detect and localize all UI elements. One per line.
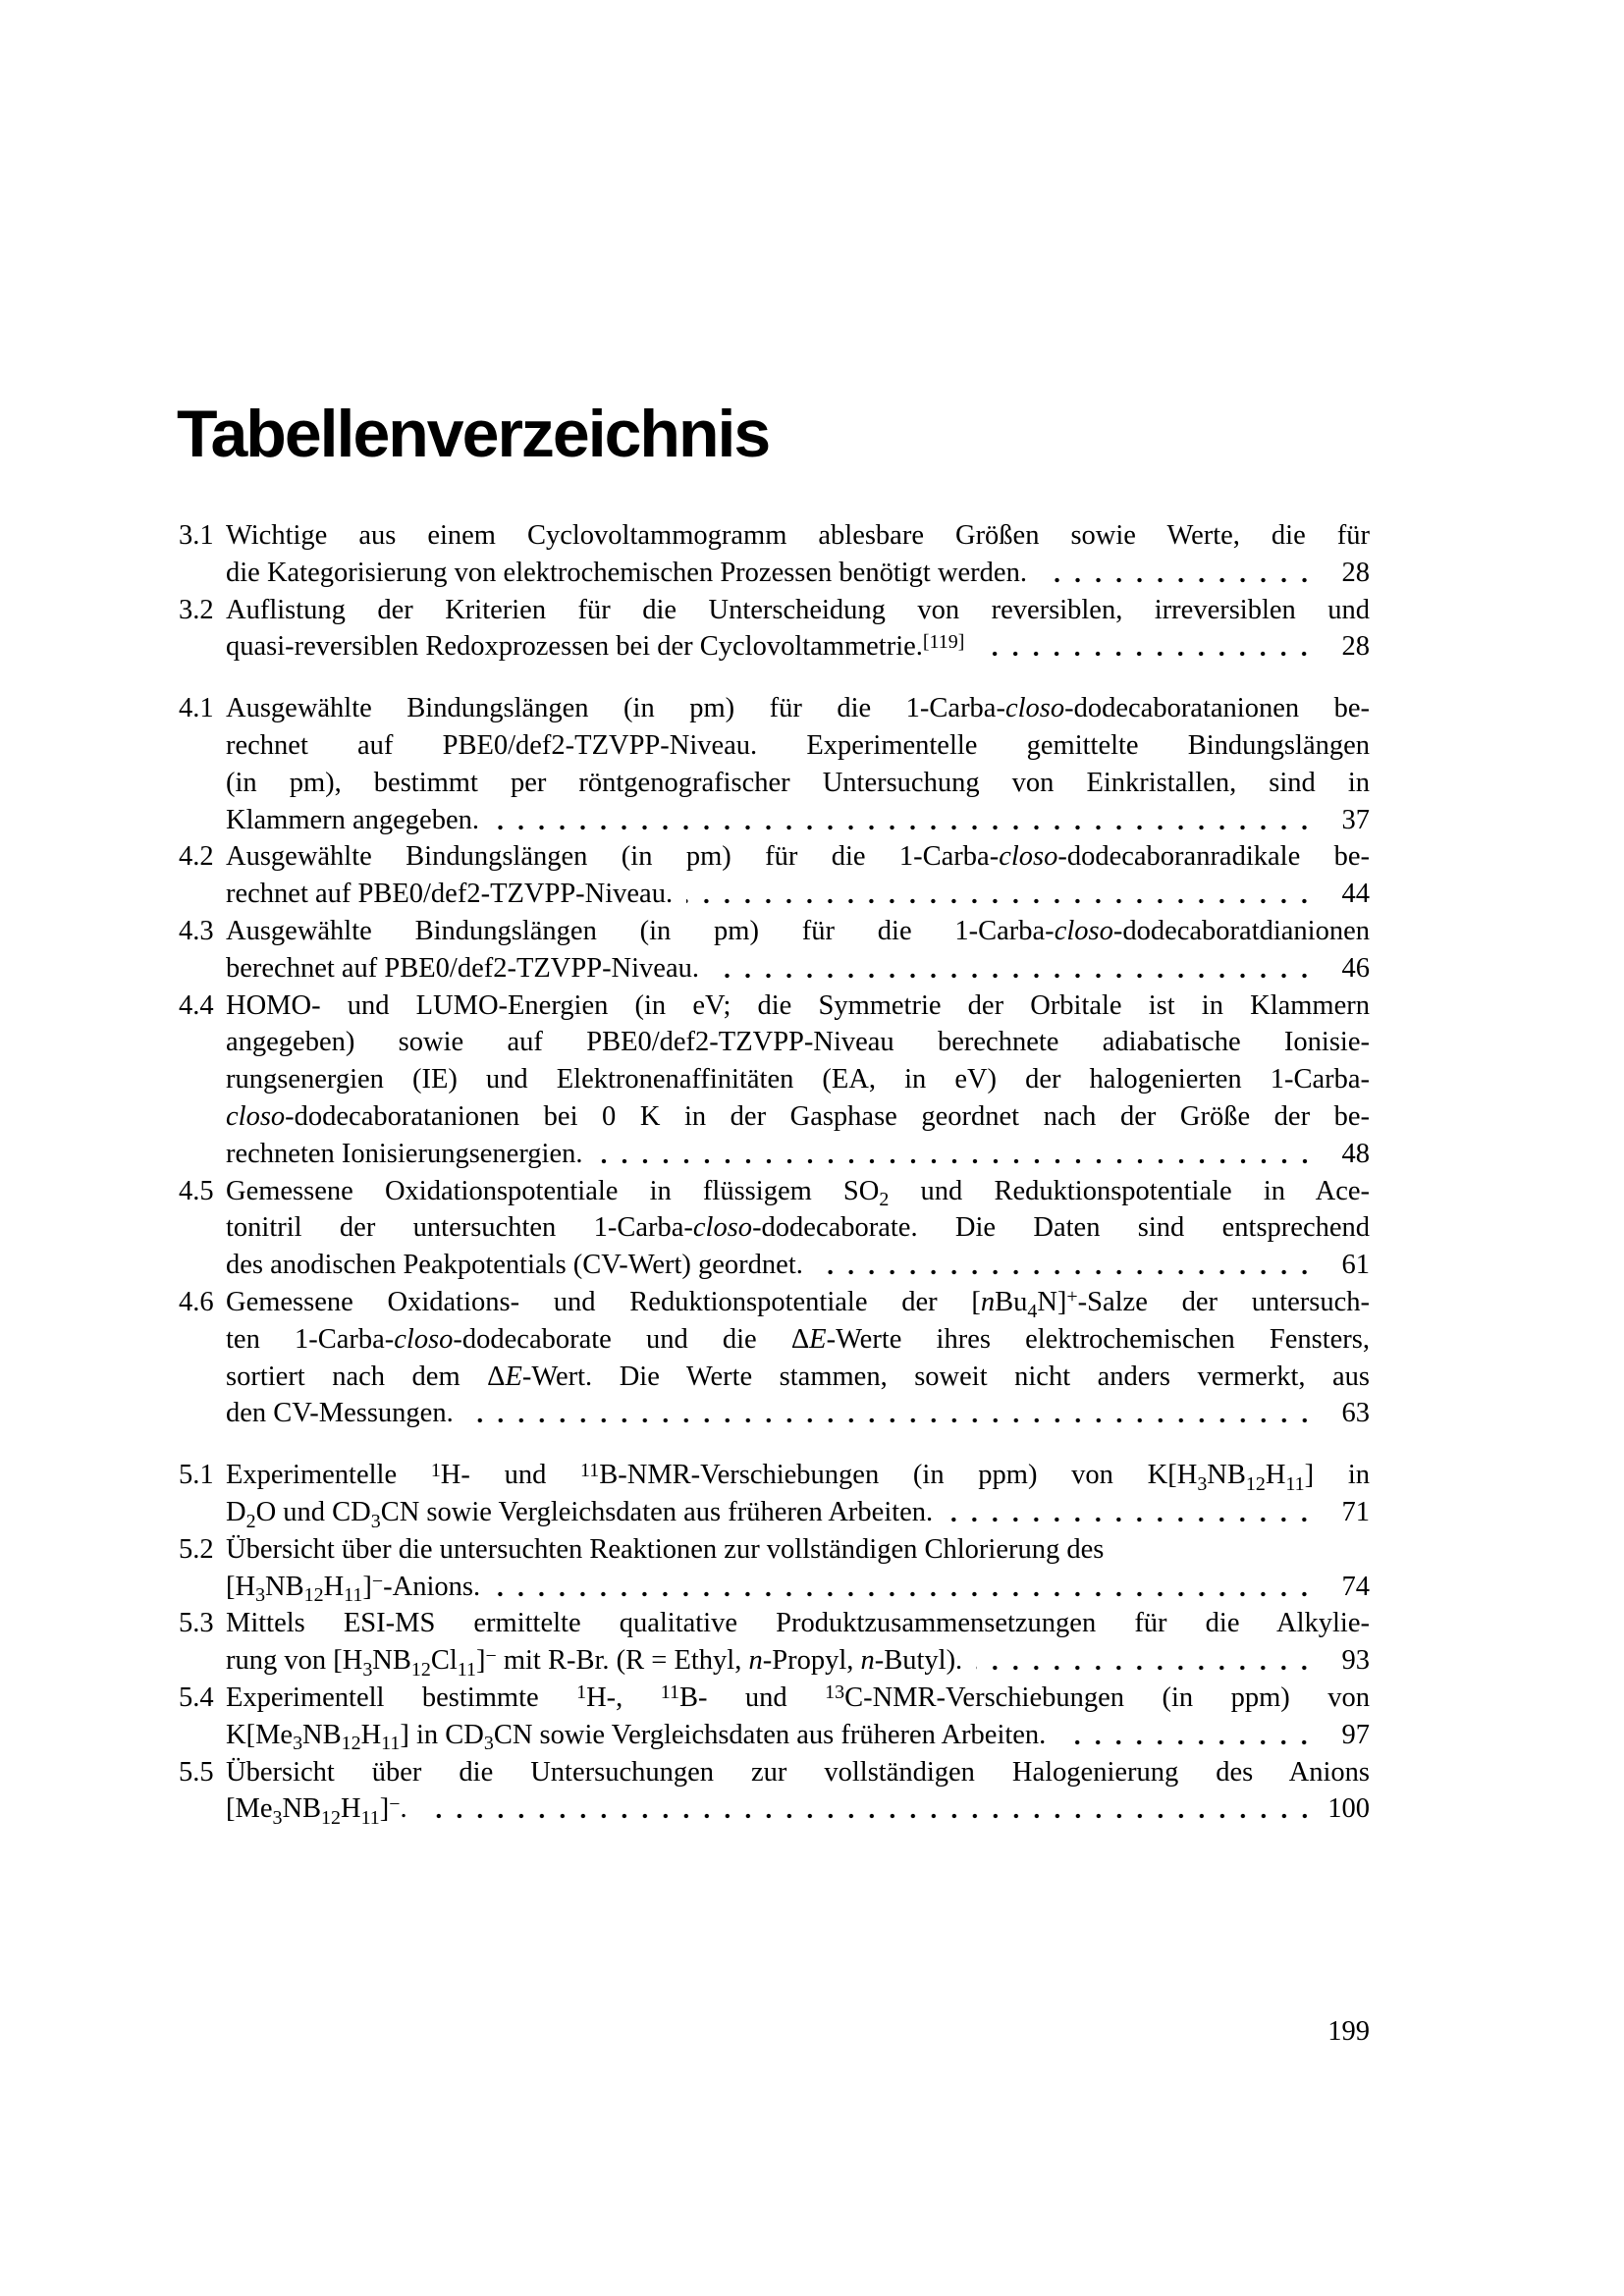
toc-entry-text	[226, 1754, 1370, 1829]
toc-line-text	[226, 1682, 1370, 1713]
text-segment: den CV-Messungen.	[226, 1398, 454, 1429]
text-segment: -dodecaboranradikale be-	[1057, 841, 1370, 873]
toc-line-text	[226, 520, 1370, 551]
text-segment: ]	[379, 1793, 390, 1825]
text-segment: n	[748, 1645, 763, 1677]
text-segment: des anodischen Peakpotentials (CV-Wert) geordnet.	[226, 1250, 803, 1281]
toc-entry-text	[226, 1680, 1370, 1754]
toc-line	[226, 1024, 1370, 1061]
toc-entry-text	[226, 1173, 1370, 1284]
toc-group	[179, 690, 1370, 1432]
toc-line	[226, 838, 1370, 876]
toc-line-text	[226, 555, 1027, 592]
text-segment: NB	[302, 1719, 342, 1750]
text-segment: 11	[1285, 1472, 1305, 1494]
dot-leader	[978, 628, 1315, 666]
text-segment: Mittels ESI-MS ermittelte qualitative Produktzusammensetzungen für die Alkylie-	[226, 1608, 1370, 1639]
text-segment: Klammern angegeben.	[226, 804, 479, 835]
dot-leader	[467, 1395, 1315, 1432]
dot-leader	[713, 950, 1315, 988]
dot-leader	[686, 876, 1315, 913]
toc-entry-number: 4.4	[179, 989, 214, 1021]
text-segment: K[Me	[226, 1719, 294, 1750]
text-segment: 3	[255, 1584, 266, 1606]
text-segment: rechnet auf PBE0/def2-TZVPP-Niveau.	[226, 879, 674, 910]
toc-line	[226, 517, 1370, 555]
toc-entry-text	[226, 1284, 1370, 1432]
text-segment: 13	[825, 1682, 845, 1704]
toc-entry-page: 71	[1341, 1496, 1370, 1527]
text-segment: .	[400, 1793, 407, 1825]
toc-line	[226, 1209, 1370, 1247]
toc-entry	[179, 913, 1370, 988]
text-segment: closo	[226, 1100, 286, 1132]
toc-entry-number: 4.5	[179, 1175, 214, 1206]
toc-entry-page: 28	[1341, 631, 1370, 663]
toc-entry	[179, 838, 1370, 913]
toc-line	[226, 1395, 1370, 1432]
toc-line-text	[226, 1324, 1370, 1355]
toc-entry-page: 37	[1341, 804, 1370, 835]
text-segment: -Wert. Die Werte stammen, soweit nicht anders vermerkt, aus	[521, 1361, 1370, 1392]
toc-line-text	[226, 1064, 1370, 1095]
text-segment: ] in CD	[400, 1719, 484, 1750]
toc-line	[226, 1061, 1370, 1098]
toc-entry-page: 100	[1327, 1793, 1370, 1825]
text-segment: 12	[303, 1584, 324, 1606]
text-segment: 11	[580, 1459, 600, 1481]
toc-line	[226, 628, 1370, 666]
toc-entry-text	[226, 838, 1370, 913]
toc-entry	[179, 1754, 1370, 1829]
toc-line	[226, 1136, 1370, 1173]
text-segment: Cl	[430, 1645, 458, 1677]
dot-leader	[597, 1136, 1315, 1173]
toc-entry-page: 63	[1341, 1398, 1370, 1429]
text-segment: -dodecaborate. Die Daten sind entsprechend	[752, 1212, 1370, 1244]
text-segment: rechnet auf PBE0/def2-TZVPP-Niveau. Experimentelle gemittelte Bindungslängen	[226, 729, 1370, 761]
text-segment: sortiert nach dem Δ	[226, 1361, 506, 1392]
text-segment: ten 1-Carba-	[226, 1323, 395, 1355]
text-segment: (in pm), bestimmt per röntgenografischer Untersuchung von Einkristallen, sind in	[226, 767, 1370, 798]
toc-line	[226, 1457, 1370, 1494]
toc-line	[226, 1605, 1370, 1642]
text-segment: O und CD	[255, 1496, 371, 1527]
text-segment: Ausgewählte Bindungslängen (in pm) für die 1-Carba-	[226, 693, 1005, 724]
text-segment: 1	[576, 1682, 587, 1704]
text-segment: Übersicht über die Untersuchungen zur vollständigen Halogenierung des Anions	[226, 1756, 1370, 1788]
toc-entry	[179, 1531, 1370, 1606]
toc-line	[226, 765, 1370, 802]
text-segment: tonitril der untersuchten 1-Carba-	[226, 1212, 693, 1244]
toc-entry-number: 5.1	[179, 1460, 214, 1491]
toc-line-text	[226, 1101, 1370, 1132]
toc-line-text	[226, 1642, 962, 1680]
dot-leader	[817, 1247, 1315, 1284]
toc-entry	[179, 1457, 1370, 1531]
toc-entry	[179, 592, 1370, 667]
text-segment: -Werte ihres elektrochemischen Fensters,	[826, 1323, 1370, 1355]
text-segment: E	[505, 1361, 522, 1392]
toc-line-text	[226, 916, 1370, 946]
text-segment: berechnet auf PBE0/def2-TZVPP-Niveau.	[226, 952, 699, 984]
text-segment: 1	[430, 1459, 441, 1481]
toc-line	[226, 913, 1370, 950]
text-segment: H	[323, 1571, 345, 1602]
toc-entry-number: 3.1	[179, 520, 214, 551]
dot-leader	[947, 1494, 1315, 1531]
text-segment: 11	[660, 1682, 679, 1704]
toc-entry	[179, 1173, 1370, 1284]
toc-entry-text	[226, 913, 1370, 988]
text-segment: ]	[475, 1645, 486, 1677]
text-segment: 2	[879, 1189, 890, 1210]
toc-line-text	[226, 950, 699, 988]
dot-leader	[494, 1569, 1315, 1606]
text-segment: 3	[362, 1658, 373, 1680]
toc-entry-page: 74	[1341, 1571, 1370, 1602]
text-segment: n	[860, 1645, 875, 1677]
text-segment: -Salze der untersuch-	[1077, 1286, 1370, 1317]
toc-group	[179, 1457, 1370, 1828]
toc-entry-number: 4.2	[179, 841, 214, 873]
text-segment: 11	[344, 1584, 363, 1606]
text-segment: 12	[410, 1658, 431, 1680]
toc-entry-text	[226, 690, 1370, 838]
text-segment: 12	[321, 1806, 341, 1829]
toc-line-text	[226, 693, 1370, 723]
text-segment: C-NMR-Verschiebungen (in ppm) von	[844, 1682, 1370, 1713]
toc-line	[226, 1359, 1370, 1396]
toc-line	[226, 555, 1370, 592]
text-segment: -dodecaboratanionen be-	[1064, 693, 1370, 724]
text-segment: B-NMR-Verschiebungen (in ppm) von K[H	[599, 1460, 1198, 1491]
text-segment: 3	[293, 1733, 303, 1754]
text-segment: angegeben) sowie auf PBE0/def2-TZVPP-Niveau berechnete adiabatische Ionisie-	[226, 1027, 1370, 1058]
toc-entry-number: 4.1	[179, 693, 214, 724]
toc-entry	[179, 517, 1370, 592]
text-segment: closo	[394, 1323, 454, 1355]
text-segment: −	[389, 1792, 401, 1815]
text-segment: CN sowie Vergleichsdaten aus früheren Arbeiten.	[380, 1496, 934, 1527]
toc-line	[226, 592, 1370, 629]
toc-line	[226, 727, 1370, 765]
dot-leader	[1041, 555, 1315, 592]
toc-entry-text	[226, 1457, 1370, 1531]
toc-line-text	[226, 1027, 1370, 1057]
toc-entry	[179, 1605, 1370, 1680]
toc-line-text	[226, 768, 1370, 798]
page-title: Tabellenverzeichnis	[177, 396, 770, 471]
toc-line-text	[226, 1494, 933, 1531]
text-segment: Experimentelle	[226, 1460, 431, 1491]
toc-line-text	[226, 628, 964, 666]
text-segment: −	[485, 1644, 497, 1667]
text-segment: 3	[272, 1806, 283, 1829]
text-segment: E	[809, 1323, 827, 1355]
toc-line	[226, 1569, 1370, 1606]
toc-line	[226, 1680, 1370, 1717]
text-segment: -Anions.	[383, 1571, 481, 1602]
text-segment: H	[360, 1719, 382, 1750]
toc-line	[226, 1098, 1370, 1136]
toc-list	[179, 517, 1370, 1828]
text-segment: H	[340, 1793, 361, 1825]
toc-line-text	[226, 1362, 1370, 1392]
toc-entry-page: 97	[1341, 1719, 1370, 1750]
text-segment: Gemessene Oxidations- und Reduktionspotentiale der [	[226, 1286, 981, 1317]
text-segment: rung von [H	[226, 1645, 363, 1677]
toc-line-text	[226, 1608, 1370, 1638]
text-segment: H-,	[586, 1682, 661, 1713]
text-segment: H- und	[440, 1460, 581, 1491]
toc-entry-page: 44	[1341, 879, 1370, 910]
text-segment: 11	[360, 1806, 380, 1829]
toc-line-text	[226, 1459, 1370, 1494]
page-number: 199	[1327, 2016, 1370, 2047]
toc-line-text	[226, 1212, 1370, 1243]
toc-group	[179, 517, 1370, 666]
text-segment: die Kategorisierung von elektrochemischen Prozessen benötigt werden.	[226, 557, 1027, 588]
text-segment: quasi-reversiblen Redoxprozessen bei der Cyclovoltammetrie.	[226, 631, 923, 663]
toc-line-text	[226, 595, 1370, 625]
toc-line-text	[226, 841, 1370, 872]
text-segment: Auflistung der Kriterien für die Unterscheidung von reversiblen, irreversiblen und	[226, 594, 1370, 625]
toc-entry	[179, 1284, 1370, 1432]
toc-line	[226, 1790, 1370, 1828]
text-segment: 2	[245, 1510, 256, 1531]
text-segment: [H	[226, 1571, 256, 1602]
text-segment: 4	[1027, 1300, 1038, 1321]
text-segment: rungsenergien (IE) und Elektronenaffinitäten (EA, in eV) der halogenierten 1-Carba-	[226, 1064, 1370, 1095]
text-segment: CN sowie Vergleichsdaten aus früheren Arbeiten.	[493, 1719, 1047, 1750]
text-segment: NB	[282, 1793, 322, 1825]
toc-line-text	[226, 730, 1370, 761]
dot-leader	[1059, 1717, 1315, 1754]
text-segment: HOMO- und LUMO-Energien (in eV; die Symmetrie der Orbitale ist in Klammern	[226, 989, 1370, 1021]
toc-line	[226, 690, 1370, 727]
toc-line-text	[226, 990, 1370, 1021]
text-segment: NB	[1207, 1460, 1246, 1491]
text-segment: Gemessene Oxidationspotentiale in flüssigem SO	[226, 1175, 880, 1206]
toc-line-text	[226, 1757, 1370, 1788]
text-segment: 11	[381, 1733, 401, 1754]
text-segment: n	[980, 1286, 996, 1317]
text-segment: closo	[1004, 693, 1065, 724]
toc-line	[226, 988, 1370, 1025]
dot-leader	[421, 1790, 1315, 1828]
text-segment: -Butyl).	[874, 1645, 963, 1677]
toc-line	[226, 1642, 1370, 1680]
text-segment: -Propyl,	[762, 1645, 861, 1677]
text-segment: 3	[1197, 1472, 1208, 1494]
text-segment: H	[1265, 1460, 1286, 1491]
toc-line-text	[226, 876, 673, 913]
toc-entry	[179, 1680, 1370, 1754]
toc-line	[226, 1247, 1370, 1284]
text-segment: closo	[1054, 915, 1113, 946]
toc-entry-page: 61	[1341, 1250, 1370, 1281]
toc-line	[226, 1494, 1370, 1531]
text-segment: und Reduktionspotentiale in Ace-	[889, 1175, 1370, 1206]
toc-line	[226, 1284, 1370, 1321]
toc-line-text	[226, 1136, 583, 1173]
text-segment: NB	[265, 1571, 304, 1602]
toc-entry-number: 5.3	[179, 1608, 214, 1639]
toc-line	[226, 1717, 1370, 1754]
text-segment: ] in	[1304, 1460, 1370, 1491]
toc-line-text	[226, 1286, 1370, 1321]
dot-leader	[976, 1642, 1315, 1680]
toc-line-text	[226, 1534, 1104, 1565]
text-segment: 12	[341, 1733, 361, 1754]
text-segment: -dodecaboratanionen bei 0 K in der Gasphase geordnet nach der Größe der be-	[285, 1100, 1370, 1132]
toc-entry-text	[226, 988, 1370, 1173]
text-segment: 3	[483, 1733, 494, 1754]
toc-line-text	[226, 1717, 1046, 1754]
toc-entry-page: 48	[1341, 1138, 1370, 1169]
toc-line	[226, 1531, 1370, 1569]
text-segment: N]	[1037, 1286, 1067, 1317]
toc-entry-number: 4.6	[179, 1286, 214, 1317]
toc-line-text	[226, 1175, 1370, 1210]
toc-entry-number: 5.5	[179, 1756, 214, 1788]
text-segment: mit R-Br. (R = Ethyl,	[496, 1645, 749, 1677]
text-segment: B- und	[678, 1682, 826, 1713]
toc-entry-text	[226, 517, 1370, 592]
text-segment: Übersicht über die untersuchten Reaktionen zur vollständigen Chlorierung des	[226, 1533, 1105, 1565]
text-segment: NB	[372, 1645, 411, 1677]
toc-line	[226, 802, 1370, 839]
text-segment: 11	[457, 1658, 476, 1680]
text-segment: 12	[1245, 1472, 1266, 1494]
toc-line	[226, 950, 1370, 988]
toc-line	[226, 1321, 1370, 1359]
toc-line	[226, 1754, 1370, 1791]
text-segment: −	[371, 1570, 384, 1592]
text-segment: +	[1066, 1286, 1078, 1308]
text-segment: -dodecaborate und die Δ	[453, 1323, 810, 1355]
text-segment: 3	[370, 1510, 381, 1531]
text-segment: Wichtige aus einem Cyclovoltammogramm ablesbare Größen sowie Werte, die für	[226, 520, 1370, 551]
text-segment: Bu	[995, 1286, 1028, 1317]
toc-entry	[179, 690, 1370, 838]
toc-line-text	[226, 1790, 407, 1828]
text-segment: [119]	[922, 630, 965, 653]
toc-entry-number: 5.4	[179, 1682, 214, 1713]
toc-entry-number: 4.3	[179, 915, 214, 946]
toc-entry-text	[226, 1531, 1370, 1606]
toc-line-text	[226, 1247, 803, 1284]
toc-line-text	[226, 1395, 454, 1432]
toc-entry-number: 3.2	[179, 594, 214, 625]
text-segment: closo	[999, 841, 1058, 873]
toc-entry	[179, 988, 1370, 1173]
text-segment: rechneten Ionisierungsenergien.	[226, 1138, 583, 1169]
text-segment: Ausgewählte Bindungslängen (in pm) für die 1-Carba-	[226, 915, 1055, 946]
toc-entry-page: 28	[1341, 557, 1370, 588]
toc-entry-number: 5.2	[179, 1533, 214, 1565]
toc-line-text	[226, 802, 479, 839]
toc-entry-page: 93	[1341, 1645, 1370, 1677]
text-segment: Experimentell bestimmte	[226, 1682, 577, 1713]
dot-leader	[493, 802, 1315, 839]
toc-line	[226, 1173, 1370, 1210]
text-segment: Ausgewählte Bindungslängen (in pm) für die 1-Carba-	[226, 841, 1000, 873]
text-segment: ]	[362, 1571, 372, 1602]
toc-line-text	[226, 1569, 480, 1606]
toc-entry-page: 46	[1341, 952, 1370, 984]
toc-entry-text	[226, 592, 1370, 667]
text-segment: -dodecaboratdianionen	[1112, 915, 1370, 946]
text-segment: D	[226, 1496, 246, 1527]
toc-line	[226, 876, 1370, 913]
text-segment: closo	[692, 1212, 753, 1244]
text-segment: [Me	[226, 1793, 273, 1825]
toc-entry-text	[226, 1605, 1370, 1680]
